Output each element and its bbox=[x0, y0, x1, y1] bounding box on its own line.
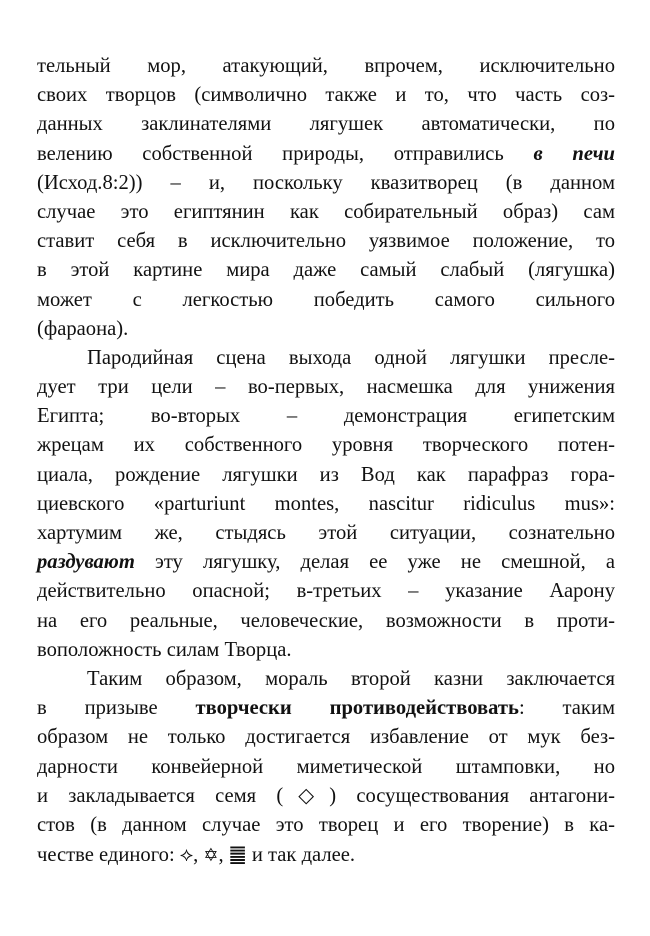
text-line bbox=[37, 344, 615, 373]
text-segment: , bbox=[218, 844, 229, 867]
text-segment: Пародийная сцена выхода одной лягушки пресле- bbox=[87, 346, 615, 369]
text-line bbox=[37, 52, 615, 81]
text-line bbox=[37, 286, 615, 315]
text-line bbox=[37, 782, 615, 811]
text-segment: циала, рождение лягушки из Вод как парафраз гора- bbox=[37, 463, 615, 486]
text-segment: образом не только достигается избавление от мук без- bbox=[37, 726, 615, 749]
text-segment: на его реальные, человеческие, возможности в проти- bbox=[37, 609, 615, 632]
text-segment: тельный мор, атакующий, впрочем, исключительно bbox=[37, 55, 615, 77]
text-segment: хартумим же, стыдясь этой ситуации, сознательно bbox=[37, 522, 615, 544]
text-segment: действительно опасной; в-третьих – указание Аарону bbox=[37, 580, 615, 603]
text-segment: своих творцов (символично также и то, что часть соз- bbox=[37, 84, 615, 107]
text-line bbox=[37, 490, 615, 519]
text-line bbox=[37, 315, 615, 344]
text-line bbox=[37, 665, 615, 694]
symbol-glyph: ✡ bbox=[203, 845, 219, 867]
text-segment: раздувают bbox=[37, 551, 135, 574]
text-segment: циевского «parturiunt montes, nascitur ridiculus mus»: bbox=[37, 492, 615, 515]
text-line bbox=[37, 81, 615, 110]
text-segment: : таким bbox=[518, 697, 615, 720]
text-segment: ставит себя в исключительно уязвимое положение, то bbox=[37, 230, 615, 253]
text-segment: и так далее. bbox=[246, 844, 356, 867]
text-segment: (Исход.8:2)) – и, поскольку квазитворец (в данном bbox=[37, 171, 615, 194]
text-line bbox=[37, 723, 615, 752]
text-line bbox=[37, 110, 615, 139]
text-segment: данных заклинателями лягушек автоматически, по bbox=[37, 113, 615, 136]
text-segment: случае это египтянин как собирательный образ) сам bbox=[37, 200, 615, 223]
paragraph bbox=[37, 665, 615, 869]
text-line bbox=[37, 840, 615, 869]
text-segment: велению собственной природы, отправились bbox=[37, 142, 534, 165]
text-line bbox=[37, 461, 615, 490]
text-segment: в призыве bbox=[37, 697, 196, 720]
text-line bbox=[37, 607, 615, 636]
text-line bbox=[37, 548, 615, 577]
symbol-glyph: ⟡ bbox=[179, 842, 194, 867]
text-segment: дует три цели – во-первых, насмешка для унижения bbox=[37, 376, 615, 399]
text-line bbox=[37, 577, 615, 606]
symbol-glyph: ䷀ bbox=[228, 842, 247, 867]
text-segment: в печи bbox=[533, 142, 616, 165]
text-segment: Египта; во-вторых – демонстрация египетским bbox=[37, 405, 615, 428]
document-page bbox=[37, 52, 615, 869]
text-segment: творчески противодействовать bbox=[195, 697, 519, 720]
text-line bbox=[37, 198, 615, 227]
text-segment: дарности конвейерной миметической штамповки, но bbox=[37, 755, 615, 778]
text-line bbox=[37, 694, 615, 723]
text-line bbox=[37, 256, 615, 285]
text-line bbox=[37, 402, 615, 431]
text-line bbox=[37, 753, 615, 782]
text-line bbox=[37, 227, 615, 256]
text-segment: честве единого: bbox=[37, 844, 180, 867]
text-segment: (фараона). bbox=[37, 317, 129, 340]
text-segment: стов (в данном случае это творец и его творение) в ка- bbox=[37, 813, 615, 836]
text-segment: в этой картине мира даже самый слабый (лягушка) bbox=[37, 259, 615, 282]
text-segment: может с легкостью победить самого сильного bbox=[37, 288, 615, 311]
text-segment: эту лягушку, делая ее уже не смешной, а bbox=[134, 551, 615, 574]
text-segment: и закладывается семя (◇) сосуществования антагони- bbox=[37, 784, 615, 807]
text-line bbox=[37, 431, 615, 460]
paragraph bbox=[37, 344, 615, 665]
paragraph bbox=[37, 52, 615, 344]
text-segment: жрецам их собственного уровня творческого потен- bbox=[37, 434, 615, 457]
text-line bbox=[37, 811, 615, 840]
text-line bbox=[37, 169, 615, 198]
text-segment: воположность силам Творца. bbox=[37, 638, 292, 661]
text-segment: Таким образом, мораль второй казни заключается bbox=[87, 667, 615, 690]
text-segment: , bbox=[193, 844, 204, 867]
text-line bbox=[37, 519, 615, 548]
text-line bbox=[37, 140, 615, 169]
text-line bbox=[37, 373, 615, 402]
text-line bbox=[37, 636, 615, 665]
